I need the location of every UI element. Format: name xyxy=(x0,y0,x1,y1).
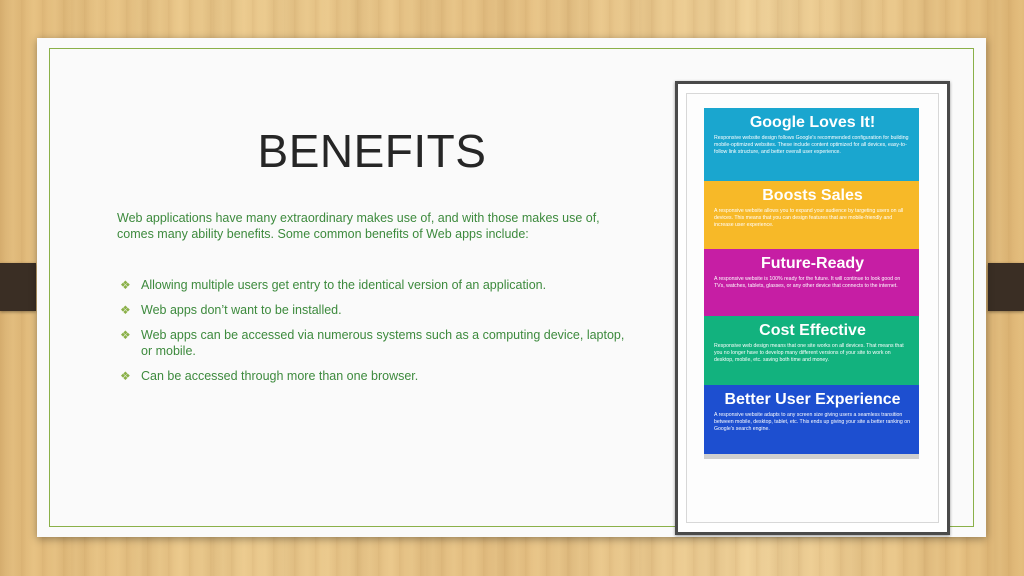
poster-section-body: A responsive website adapts to any screen size giving users a seamless transition between mobile, desktop, tablet, etc. This ends up giving your site a better ranking on Google's search engine. xyxy=(714,412,910,432)
poster-section-body: Responsive web design means that one site works on all devices. That means that you no longer have to develop many different versions of your site to work on desktop, mobile, etc. saving both time and money. xyxy=(714,343,904,363)
list-item xyxy=(117,302,637,318)
list-item xyxy=(117,277,637,293)
poster-section-body: A responsive website allows you to expand your audience by targeting users on all devices. This means that you can design features that are mobile-friendly and increase user experience. xyxy=(714,208,904,228)
poster-section-ux xyxy=(704,385,919,454)
diamond-bullet-icon: ❖ xyxy=(120,328,131,342)
poster-section-future xyxy=(704,249,919,316)
list-item-text: Allowing multiple users get entry to the identical version of an application. xyxy=(141,278,547,292)
diamond-bullet-icon: ❖ xyxy=(120,278,131,292)
right-binder-tab xyxy=(988,263,1024,311)
responsive-design-poster xyxy=(704,108,919,494)
intro-paragraph: Web applications have many extraordinary makes use of, and with those makes use of, comes many ability benefits. Some common benefits of Web apps include: xyxy=(117,211,600,241)
left-binder-tab xyxy=(0,263,36,311)
diamond-bullet-icon: ❖ xyxy=(120,303,131,317)
benefits-list xyxy=(117,277,637,393)
poster-section-sales xyxy=(704,181,919,249)
list-item-text: Web apps don’t want to be installed. xyxy=(141,303,342,317)
poster-section-body: A responsive website is 100% ready for the future. It will continue to look good on TVs, watches, tablets, glasses, or any other device that connects to the internet. xyxy=(714,276,901,289)
slide-title: BENEFITS xyxy=(257,125,487,177)
poster-section-cost xyxy=(704,316,919,385)
list-item-text: Web apps can be accessed via numerous systems such as a computing device, laptop, or mobile. xyxy=(141,328,625,358)
poster-section-heading: Cost Effective xyxy=(759,322,866,339)
poster-section-heading: Google Loves It! xyxy=(749,114,876,131)
list-item-text: Can be accessed through more than one browser. xyxy=(141,369,419,383)
picture-frame xyxy=(675,81,950,535)
poster-section-google xyxy=(704,108,919,181)
poster-section-body: Responsive website design follows Google's recommended configuration for building mobile-optimized websites. These include content optimized for all devices, easy-to-follow link structure, and better overall user experience. xyxy=(714,135,909,155)
list-item xyxy=(117,327,637,359)
poster-section-heading: Better User Experience xyxy=(724,391,901,408)
list-item xyxy=(117,368,637,384)
poster-section-heading: Future-Ready xyxy=(760,255,865,272)
poster-section-heading: Boosts Sales xyxy=(762,187,863,204)
diamond-bullet-icon: ❖ xyxy=(120,369,131,383)
slide-paper xyxy=(37,38,986,537)
